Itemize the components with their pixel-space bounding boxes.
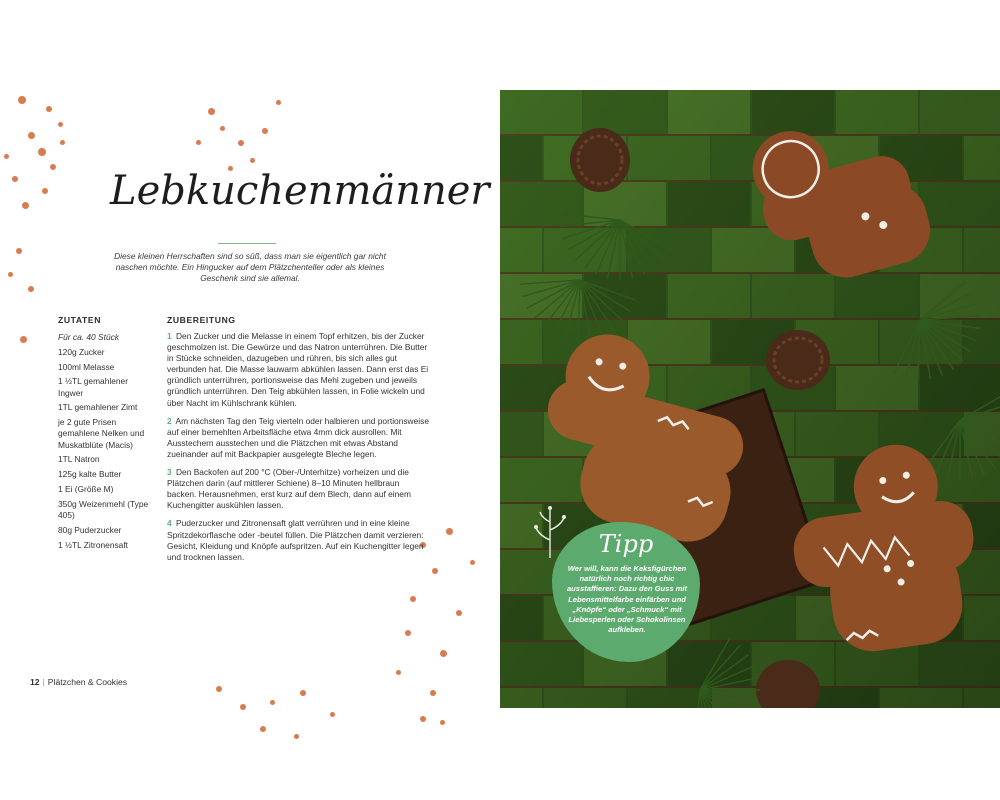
decorative-dot — [432, 568, 438, 574]
ingredient-item: 100ml Melasse — [58, 361, 115, 372]
ingredient-item: 350g Weizenmehl (Type 405) — [58, 498, 149, 520]
decorative-dot — [470, 560, 475, 565]
page-footer: 12 | Plätzchen & Cookies — [30, 677, 128, 687]
decorative-dot — [456, 610, 462, 616]
decorative-dot — [238, 140, 244, 146]
decorative-dot — [396, 670, 401, 675]
tip-title: Tipp — [598, 530, 654, 558]
ingredient-item: 1TL Natron — [58, 454, 100, 465]
ingredient-item: 80g Puderzucker — [58, 524, 122, 535]
ingredient-item: 1 ½TL Zitronensaft — [58, 539, 128, 550]
decorative-dot — [330, 712, 335, 717]
step-text: Den Zucker und die Melasse in einem Topf erhitzen, bis der Zucker geschmolzen ist. Die Gewürze und das Natron unterrühren. Die Butter in Stücke schneiden, dazugeben und rühren, bis sich alles gut verbunden hat. Die Masse lauwarm abkühlen lassen. Dann erst das Ei gründlich unterrühren, portionsweise das Mehl zugeben und jeweils gründlich unterrühren. Den Teig abkühlen lassen, in Folie wickeln und über Nacht im Kühlschrank kühlen. — [167, 331, 429, 408]
decorative-dot — [208, 108, 215, 115]
decorative-dot — [42, 188, 48, 194]
serving-size: Für ca. 40 Stück — [58, 332, 119, 342]
ingredient-item: je 2 gute Prisen gemahlene Nelken und Muskatblüte (Macis) — [58, 417, 145, 450]
section-name: Plätzchen & Cookies — [47, 677, 128, 687]
ingredients-list — [58, 332, 153, 554]
title-divider — [218, 243, 276, 244]
ingredient-item: 1TL gemahlener Zimt — [58, 402, 138, 413]
step-text: Den Backofen auf 200 °C (Ober-/Unterhitze) vorheizen und die Plätzchen darin (auf mittlerer Schiene) 8–10 Minuten hellbraun backen. Herausnehmen, erst kurz auf dem Blech, dann auf einem Kuchengitter auskühlen lassen. — [167, 467, 411, 511]
recipe-title: Lebkuchenmänner — [110, 168, 490, 214]
decorative-dot — [250, 158, 255, 163]
decorative-dot — [430, 690, 436, 696]
preparation-heading: ZUBEREITUNG — [167, 315, 236, 325]
decorative-dot — [440, 720, 445, 725]
decorative-dot — [216, 686, 222, 692]
decorative-dot — [240, 704, 246, 710]
ingredient-item: 120g Zucker — [58, 346, 105, 357]
decorative-dot — [28, 286, 34, 292]
decorative-dot — [46, 106, 52, 112]
tip-text: Wer will, kann die Keksfigürchen natürlich noch richtig chic ausstaffieren: Dazu den Guss mit Lebensmittelfarbe einfärben und „Knöpfe“ oder „Schmuck“ mit Liebesperlen oder Schokolinsen aufkleben. — [566, 564, 688, 635]
decorative-dot — [405, 630, 411, 636]
right-page-photo — [500, 90, 1000, 708]
decorative-dot — [270, 700, 275, 705]
ingredient-item: 125g kalte Butter — [58, 469, 122, 480]
recipe-intro: Diese kleinen Herrschaften sind so süß, dass man sie eigentlich gar nicht naschen möchte. Ein Hingucker auf dem Plätzchenteller oder als kleines Geschenk sind sie allemal. — [114, 251, 386, 283]
ingredients-heading: ZUTATEN — [58, 315, 102, 325]
decorative-dot — [440, 650, 447, 657]
decorative-dot — [294, 734, 299, 739]
step-3 — [167, 467, 429, 511]
decorative-dot — [276, 100, 281, 105]
step-text: Puderzucker und Zitronensaft glatt verrühren und in eine kleine Spritzdekorflasche oder -beutel füllen. Die Plätzchen damit verzieren: Gesicht, Kleidung und Knöpfe aufspritzen. Auf ein Kuchengitter legen und trocknen lassen. — [167, 518, 424, 562]
step-text: Am nächsten Tag den Teig vierteln oder halbieren und portionsweise auf einer bemehlten Arbeitsfläche etwa 4mm dick ausrollen. Mit Ausstechern ausstechen und die Plätzchen mit etwas Abstand zueinander auf mit Backpapier ausgelegte Bleche legen. — [167, 415, 429, 459]
decorative-dot — [260, 726, 266, 732]
decorative-dot — [12, 176, 18, 182]
step-2 — [167, 416, 429, 460]
decorative-dot — [20, 336, 27, 343]
decorative-dot — [58, 122, 63, 127]
decorative-dot — [4, 154, 9, 159]
page-number: 12 — [30, 677, 40, 687]
decorative-dot — [38, 148, 46, 156]
step-number: 4 — [167, 518, 172, 529]
step-number: 1 — [167, 331, 172, 341]
decorative-dot — [300, 690, 306, 696]
sprig-decoration — [530, 500, 570, 560]
step-1 — [167, 331, 429, 409]
decorative-dot — [18, 96, 26, 104]
step-number: 2 — [167, 415, 172, 426]
decorative-dot — [262, 128, 268, 134]
decorative-dot — [220, 126, 225, 131]
decorative-dot — [196, 140, 201, 145]
decorative-dot — [446, 528, 453, 535]
step-4 — [167, 518, 429, 562]
decorative-dot — [28, 132, 35, 139]
decorative-dot — [8, 272, 13, 277]
decorative-dot — [50, 164, 56, 170]
step-number: 3 — [167, 467, 172, 478]
decorative-dot — [16, 248, 22, 254]
ingredient-item: 1 ½TL gemahlener Ingwer — [58, 376, 128, 398]
decorative-dot — [410, 596, 416, 602]
decorative-dot — [420, 716, 426, 722]
preparation-steps — [167, 331, 429, 570]
ingredient-item: 1 Ei (Größe M) — [58, 483, 114, 494]
decorative-dot — [22, 202, 29, 209]
decorative-dot — [60, 140, 65, 145]
